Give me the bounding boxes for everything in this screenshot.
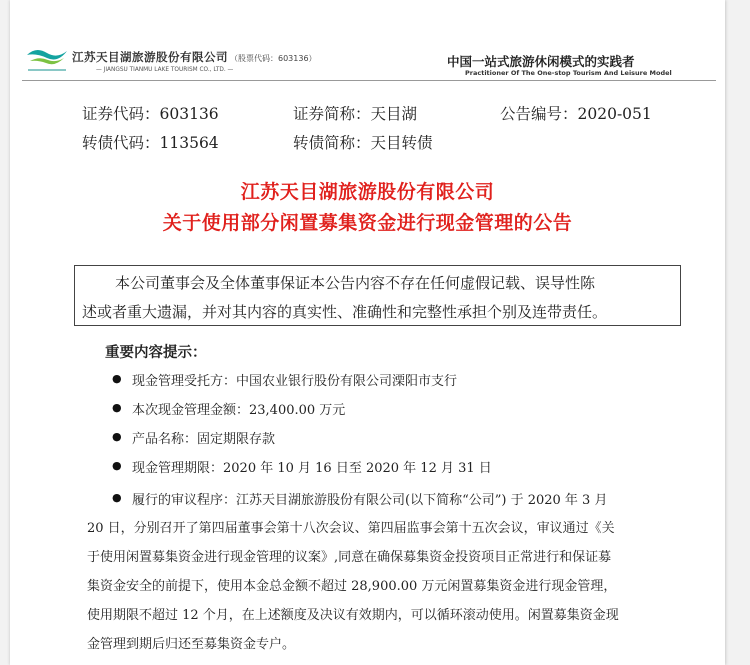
title-company: 江苏天目湖旅游股份有限公司	[240, 181, 495, 203]
title-subject: 关于使用部分闲置募集资金进行现金管理的公告	[162, 212, 573, 234]
bullet-icon: ●	[112, 459, 122, 472]
board-statement-line-2: 述或者重大遗漏，并对其内容的真实性、准确性和完整性承担个别及连带责任。	[82, 303, 608, 321]
securities-short-name: 证券简称：天目湖	[293, 105, 418, 123]
procedure-line-6: 金管理到期后归还至募集资金专户。	[87, 637, 296, 652]
procedure-line-1: 履行的审议程序：江苏天目湖旅游股份有限公司(以下简称“公司”) 于 2020 年 3 月	[132, 493, 608, 508]
key-point-product: 产品名称：固定期限存款	[132, 432, 276, 447]
key-point-period: 现金管理期限：2020 年 10 月 16 日至 2020 年 12 月 31 日	[132, 461, 492, 476]
board-statement-box	[74, 265, 681, 326]
header-divider	[22, 80, 716, 81]
board-statement-line-1: 本公司董事会及全体董事保证本公告内容不存在任何虚假记载、误导性陈	[115, 274, 596, 292]
company-name-en: — JIANGSU TIANMU LAKE TOURISM CO., LTD. —	[96, 67, 234, 73]
securities-code: 证券代码：603136	[82, 105, 219, 123]
slogan-en: Practitioner Of The One-stop Tourism And Leisure Model	[465, 69, 672, 77]
key-point-trustee: 现金管理受托方：中国农业银行股份有限公司溧阳市支行	[132, 374, 458, 389]
bond-short-name: 转债简称：天目转债	[293, 134, 433, 152]
bullet-icon: ●	[112, 372, 122, 385]
procedure-line-2: 20 日，分别召开了第四届董事会第十八次会议、第四届监事会第十五次会议，审议通过《关	[87, 521, 615, 536]
notice-number: 公告编号：2020-051	[500, 105, 652, 123]
procedure-line-3: 于使用闲置募集资金进行现金管理的议案》,同意在确保募集资金投资项目正常进行和保证募	[87, 550, 612, 565]
slogan-cn: 中国一站式旅游休闲模式的实践者	[447, 54, 635, 69]
stock-code-label: （股票代码：603136）	[230, 54, 317, 63]
bullet-icon: ●	[112, 491, 122, 504]
procedure-line-4: 集资金安全的前提下，使用本金总金额不超过 28,900.00 万元闲置募集资金进行现金管理，	[87, 579, 617, 594]
bullet-icon: ●	[112, 401, 122, 414]
procedure-line-5: 使用期限不超过 12 个月，在上述额度及决议有效期内，可以循环滚动使用。闲置募集资金现	[87, 608, 619, 623]
key-points-heading: 重要内容提示：	[105, 345, 207, 361]
bullet-icon: ●	[112, 430, 122, 443]
bond-code: 转债代码：113564	[82, 134, 219, 152]
company-logo	[24, 42, 70, 76]
document-page	[10, 0, 725, 665]
company-name-cn-text: 江苏天目湖旅游股份有限公司	[72, 50, 228, 64]
company-name-cn	[72, 49, 317, 65]
key-point-amount: 本次现金管理金额：23,400.00 万元	[132, 403, 346, 418]
